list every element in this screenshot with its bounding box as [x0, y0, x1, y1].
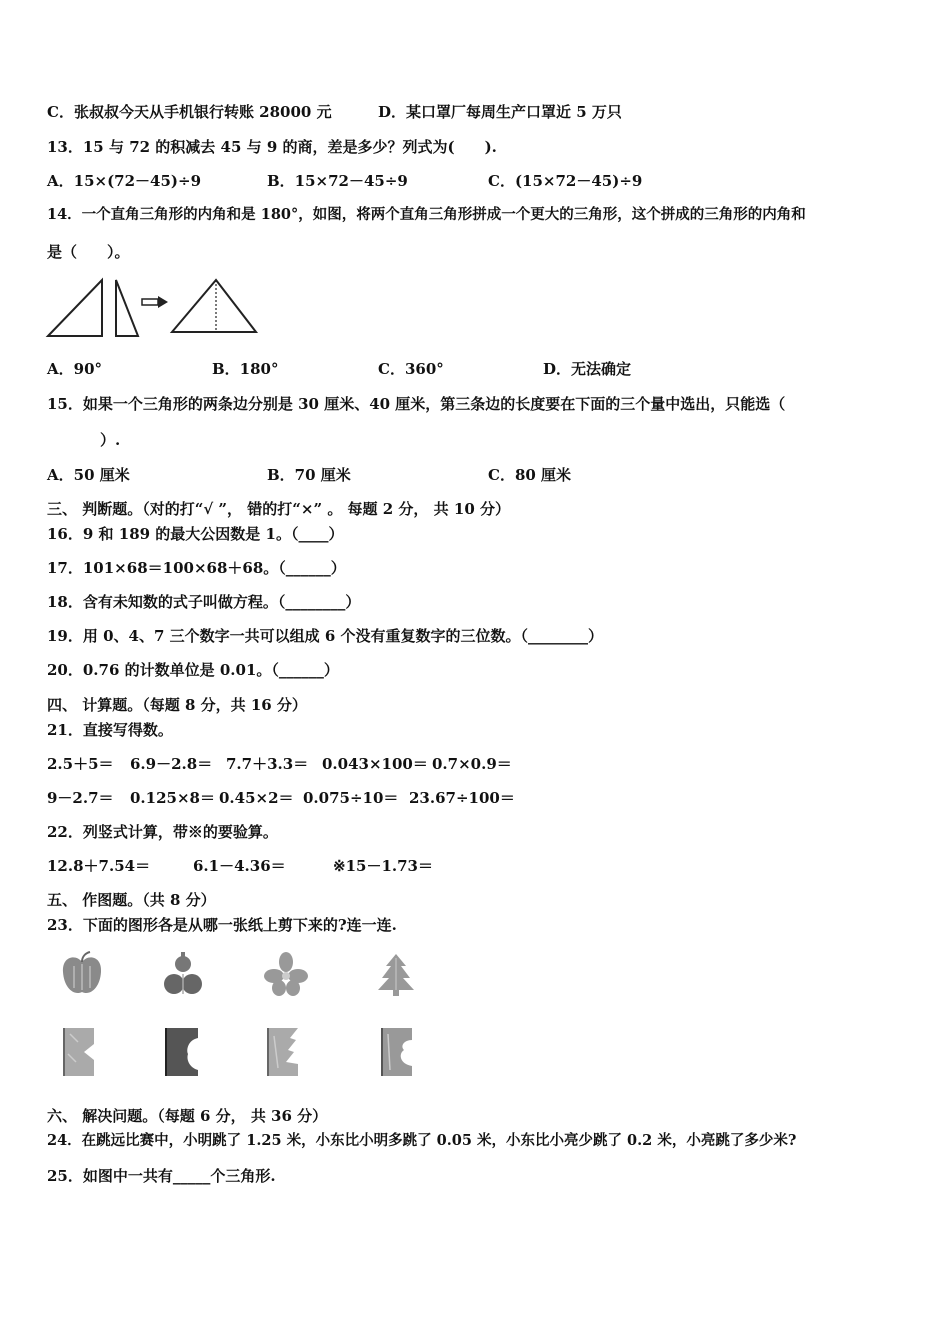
q15-stem-line1: 15．如果一个三角形的两条边分别是 30 厘米、40 厘米，第三条边的长度要在下面的三个量中选出，只能选（	[47, 395, 786, 413]
calc-item: 0.45×2＝	[219, 789, 294, 807]
q23: 23．下面的图形各是从哪一张纸上剪下来的?连一连.	[47, 916, 397, 934]
apple-shape-icon[interactable]	[58, 950, 106, 998]
section4-title: 四、 计算题。（每题 8 分，共 16 分）	[47, 696, 307, 714]
q13-option-c[interactable]: C．(15×72－45)÷9	[488, 172, 643, 190]
section5-title: 五、 作图题。（共 8 分）	[47, 891, 216, 909]
q16: 16．9 和 189 的最大公因数是 1。（____）	[47, 525, 344, 543]
calc-item: 0.125×8＝	[130, 789, 215, 807]
q14-stem-line1: 14．一个直角三角形的内角和是 180°，如图，将两个直角三角形拼成一个更大的三角形，这个拼成的三角形的内角和	[47, 206, 806, 223]
q14-option-d[interactable]: D．无法确定	[543, 360, 632, 378]
calc-item: 23.67÷100＝	[409, 789, 515, 807]
vertical-calc-item: 6.1－4.36＝	[193, 857, 286, 875]
calc-item: 0.7×0.9＝	[432, 755, 512, 773]
q20: 20．0.76 的计数单位是 0.01。（______）	[47, 661, 339, 679]
calc-item: 2.5＋5＝	[47, 755, 114, 773]
q14-option-a[interactable]: A．90°	[47, 360, 103, 378]
calc-item: 0.075÷10＝	[303, 789, 399, 807]
left-right-triangle	[48, 280, 102, 336]
q15-option-c[interactable]: C．80 厘米	[488, 466, 572, 484]
calc-item: 7.7＋3.3＝	[226, 755, 309, 773]
calc-item: 9－2.7＝	[47, 789, 114, 807]
paper-piece-icon[interactable]	[162, 1024, 202, 1080]
q15-stem-line2: ）.	[100, 431, 121, 449]
combined-triangle	[172, 280, 256, 332]
paper-piece-icon[interactable]	[60, 1024, 100, 1080]
vertical-calc-item: ※15－1.73＝	[333, 857, 433, 875]
q13-stem: 13．15 与 72 的积减去 45 与 9 的商，差是多少？列式为( ).	[47, 138, 497, 156]
section6-title: 六、 解决问题。（每题 6 分， 共 36 分）	[47, 1107, 328, 1125]
q17: 17．101×68＝100×68＋68。（______）	[47, 559, 346, 577]
q13-option-b[interactable]: B．15×72－45÷9	[267, 172, 408, 190]
section3-title: 三、 判断题。（对的打“√ ”， 错的打“×” 。 每题 2 分， 共 10 分）	[47, 500, 510, 518]
vertical-calc-item: 12.8＋7.54＝	[47, 857, 151, 875]
q18: 18．含有未知数的式子叫做方程。（________）	[47, 593, 361, 611]
q15-option-a[interactable]: A．50 厘米	[47, 466, 130, 484]
triangles-figure	[44, 272, 260, 342]
q12-option-c[interactable]: C．张叔叔今天从手机银行转账 28000 元	[47, 103, 332, 121]
calc-item: 0.043×100＝	[322, 755, 428, 773]
q12-option-d[interactable]: D．某口罩厂每周生产口罩近 5 万只	[378, 103, 622, 121]
q14-stem-line2: 是（ ）。	[47, 243, 130, 261]
flower-shape-icon[interactable]	[262, 950, 310, 998]
q15-option-b[interactable]: B．70 厘米	[267, 466, 351, 484]
q24: 24．在跳远比赛中，小明跳了 1.25 米，小东比小明多跳了 0.05 米，小东比小亮少跳了 0.2 米，小亮跳了多少米?	[47, 1132, 797, 1149]
q14-option-c[interactable]: C．360°	[378, 360, 444, 378]
right-right-triangle	[116, 280, 138, 336]
tree-shape-icon[interactable]	[374, 950, 418, 998]
right-arrow-icon	[142, 296, 168, 308]
calc-item: 6.9－2.8＝	[130, 755, 213, 773]
q22: 22．列竖式计算，带※的要验算。	[47, 823, 278, 841]
paper-piece-icon[interactable]	[378, 1024, 418, 1080]
q13-option-a[interactable]: A．15×(72－45)÷9	[47, 172, 202, 190]
q19: 19．用 0、4、7 三个数字一共可以组成 6 个没有重复数字的三位数。（________）	[47, 627, 604, 645]
gourd-shape-icon[interactable]	[160, 950, 206, 998]
paper-piece-icon[interactable]	[264, 1024, 304, 1080]
q21: 21．直接写得数。	[47, 721, 173, 739]
q14-option-b[interactable]: B．180°	[212, 360, 279, 378]
q25: 25．如图中一共有_____个三角形.	[47, 1167, 276, 1185]
